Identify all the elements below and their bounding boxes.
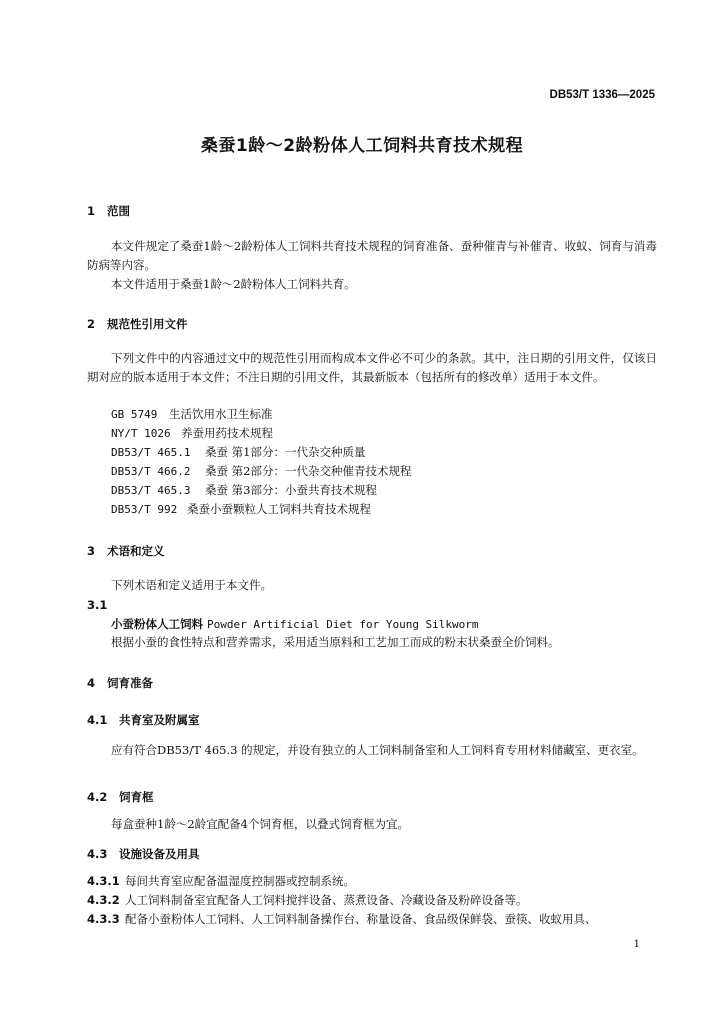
term-number: 3.1	[87, 598, 108, 612]
subsection-4-2-heading	[87, 789, 154, 805]
reference-code: DB53/T 466.2	[111, 465, 191, 478]
section-number: 4	[87, 676, 96, 690]
reference-item	[111, 501, 371, 517]
section-3-heading	[87, 543, 165, 559]
reference-item	[111, 444, 365, 460]
section-title: 范围	[107, 204, 130, 218]
subsection-title: 设施设备及用具	[119, 847, 200, 861]
reference-code: DB53/T 465.1	[111, 446, 191, 459]
subsection-title: 共育室及附属室	[119, 713, 200, 727]
section-4-heading	[87, 675, 153, 691]
reference-name: 桑蚕 第1部分：一代杂交种质量	[205, 445, 366, 459]
term-chinese: 小蚕粉体人工饲料	[111, 617, 203, 631]
section-number: 2	[87, 317, 96, 331]
reference-item	[111, 482, 377, 498]
clause-4-3-2	[87, 892, 528, 908]
reference-item	[111, 425, 273, 441]
clause-text: 人工饲料制备室宜配备人工饲料搅拌设备、蒸煮设备、冷藏设备及粉碎设备等。	[125, 893, 528, 907]
clause-4-3-1	[87, 873, 355, 889]
subsection-number: 4.1	[87, 713, 108, 727]
reference-name: 生活饮用水卫生标准	[169, 407, 273, 421]
reference-code: DB53/T 465.3	[111, 484, 191, 497]
clause-4-3-3	[87, 911, 597, 927]
reference-item	[111, 463, 411, 479]
section-number: 1	[87, 204, 96, 218]
clause-number: 4.3.2	[87, 893, 120, 907]
section-1-paragraph-2: 本文件适用于桑蚕1龄～2龄粉体人工饲料共育。	[111, 277, 356, 291]
standard-code: DB53/T 1336—2025	[549, 89, 655, 101]
section-number: 3	[87, 544, 96, 558]
reference-item	[111, 406, 273, 422]
reference-name: 桑蚕 第2部分：一代杂交种催青技术规程	[205, 464, 412, 478]
document-title: 桑蚕1龄～2龄粉体人工饲料共育技术规程	[200, 136, 524, 156]
subsection-4-1-heading	[87, 712, 200, 728]
subsection-number: 4.2	[87, 790, 108, 804]
page-number: 1	[633, 939, 640, 950]
reference-code: DB53/T 992	[111, 503, 178, 516]
subsection-number: 4.3	[87, 847, 108, 861]
subsection-title: 饲育框	[119, 790, 154, 804]
clause-text: 配备小蚕粉体人工饲料、人工饲料制备操作台、称量设备、食品级保鲜袋、蚕筷、收蚁用具、	[125, 912, 597, 926]
section-1-paragraph-1: 本文件规定了桑蚕1龄～2龄粉体人工饲料共育技术规程的饲育准备、蚕种催青与补催青、收蚁、饲育与消毒防病等内容。	[87, 239, 657, 272]
section-2-paragraph-1: 下列文件中的内容通过文中的规范性引用而构成本文件必不可少的条款。其中，注日期的引用文件，仅该日期对应的版本适用于本文件；不注日期的引用文件，其最新版本（包括所有的修改单）适用于本文件。	[87, 351, 657, 384]
reference-code: GB 5749	[111, 408, 158, 421]
section-2-heading	[87, 316, 188, 332]
section-title: 术语和定义	[107, 544, 165, 558]
clause-number: 4.3.1	[87, 874, 120, 888]
reference-code: NY/T 1026	[111, 427, 171, 440]
reference-name: 桑蚕小蚕颗粒人工饲料共育技术规程	[187, 502, 371, 516]
clause-number: 4.3.3	[87, 912, 120, 926]
reference-name: 养蚕用药技术规程	[181, 426, 273, 440]
reference-name: 桑蚕 第3部分：小蚕共育技术规程	[205, 483, 377, 497]
term-english: Powder Artificial Diet for Young Silkworm	[207, 618, 479, 631]
section-title: 饲育准备	[107, 676, 153, 690]
subsection-4-2-paragraph: 每盒蚕种1龄～2龄宜配备4个饲育框，以叠式饲育框为宜。	[111, 817, 409, 831]
section-3-paragraph-1: 下列术语和定义适用于本文件。	[111, 578, 272, 592]
section-title: 规范性引用文件	[107, 317, 188, 331]
clause-text: 每间共育室应配备温湿度控制器或控制系统。	[125, 874, 355, 888]
subsection-4-1-paragraph: 应有符合DB53/T 465.3 的规定，并设有独立的人工饲料制备室和人工饲料育专用材料储藏室、更衣室。	[111, 743, 644, 757]
subsection-4-3-heading	[87, 846, 200, 862]
section-1-heading	[87, 203, 130, 219]
term-definition: 根据小蚕的食性特点和营养需求，采用适当原料和工艺加工而成的粉末状桑蚕全价饲料。	[111, 635, 560, 649]
term-heading	[111, 616, 479, 632]
